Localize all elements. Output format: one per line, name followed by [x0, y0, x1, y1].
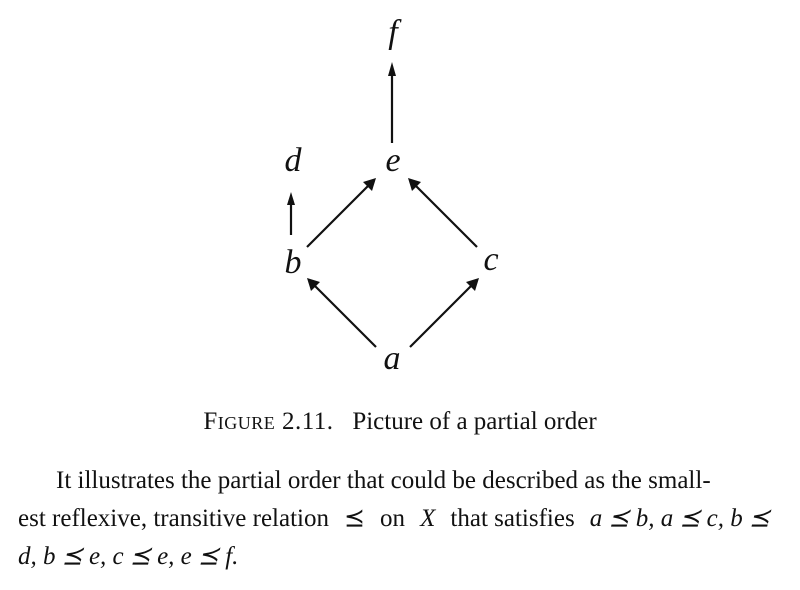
edge-a-c [410, 285, 472, 347]
node-b: b [284, 244, 302, 281]
node-e: e [385, 142, 401, 179]
diagram-edges [284, 62, 479, 347]
paragraph-line-3 [18, 538, 770, 576]
body-paragraph [18, 462, 770, 576]
set-name-x: X [420, 505, 436, 532]
edge-b-d-arrowhead [287, 192, 295, 205]
relations-list-part-2: d, b ⪯ e, c ⪯ e, e ⪯ f. [18, 543, 239, 570]
edge-a-b [314, 285, 376, 347]
paragraph-line-2 [18, 500, 770, 538]
paragraph-line-2-text: est reflexive, transitive relation [18, 505, 329, 532]
relations-list-part-1: a ⪯ b, a ⪯ c, b ⪯ [589, 505, 770, 532]
figure-caption-label: Figure 2.11. [203, 408, 334, 435]
paragraph-line-1-text: It illustrates the partial order that could be described as the small- [56, 467, 711, 494]
satisfies-text: that satisfies [450, 505, 575, 532]
figure-caption [0, 408, 800, 436]
node-c: c [483, 241, 499, 278]
edge-c-e [415, 185, 477, 247]
node-f: f [388, 14, 398, 51]
figure-caption-text: Picture of a partial order [352, 408, 597, 435]
precedes-symbol: ⪯ [344, 505, 365, 532]
node-a: a [383, 340, 401, 377]
node-d: d [284, 142, 302, 179]
edge-e-f-arrowhead [388, 62, 396, 76]
on-word: on [380, 505, 406, 532]
edge-b-e [307, 185, 369, 247]
paragraph-line-1 [18, 462, 770, 500]
